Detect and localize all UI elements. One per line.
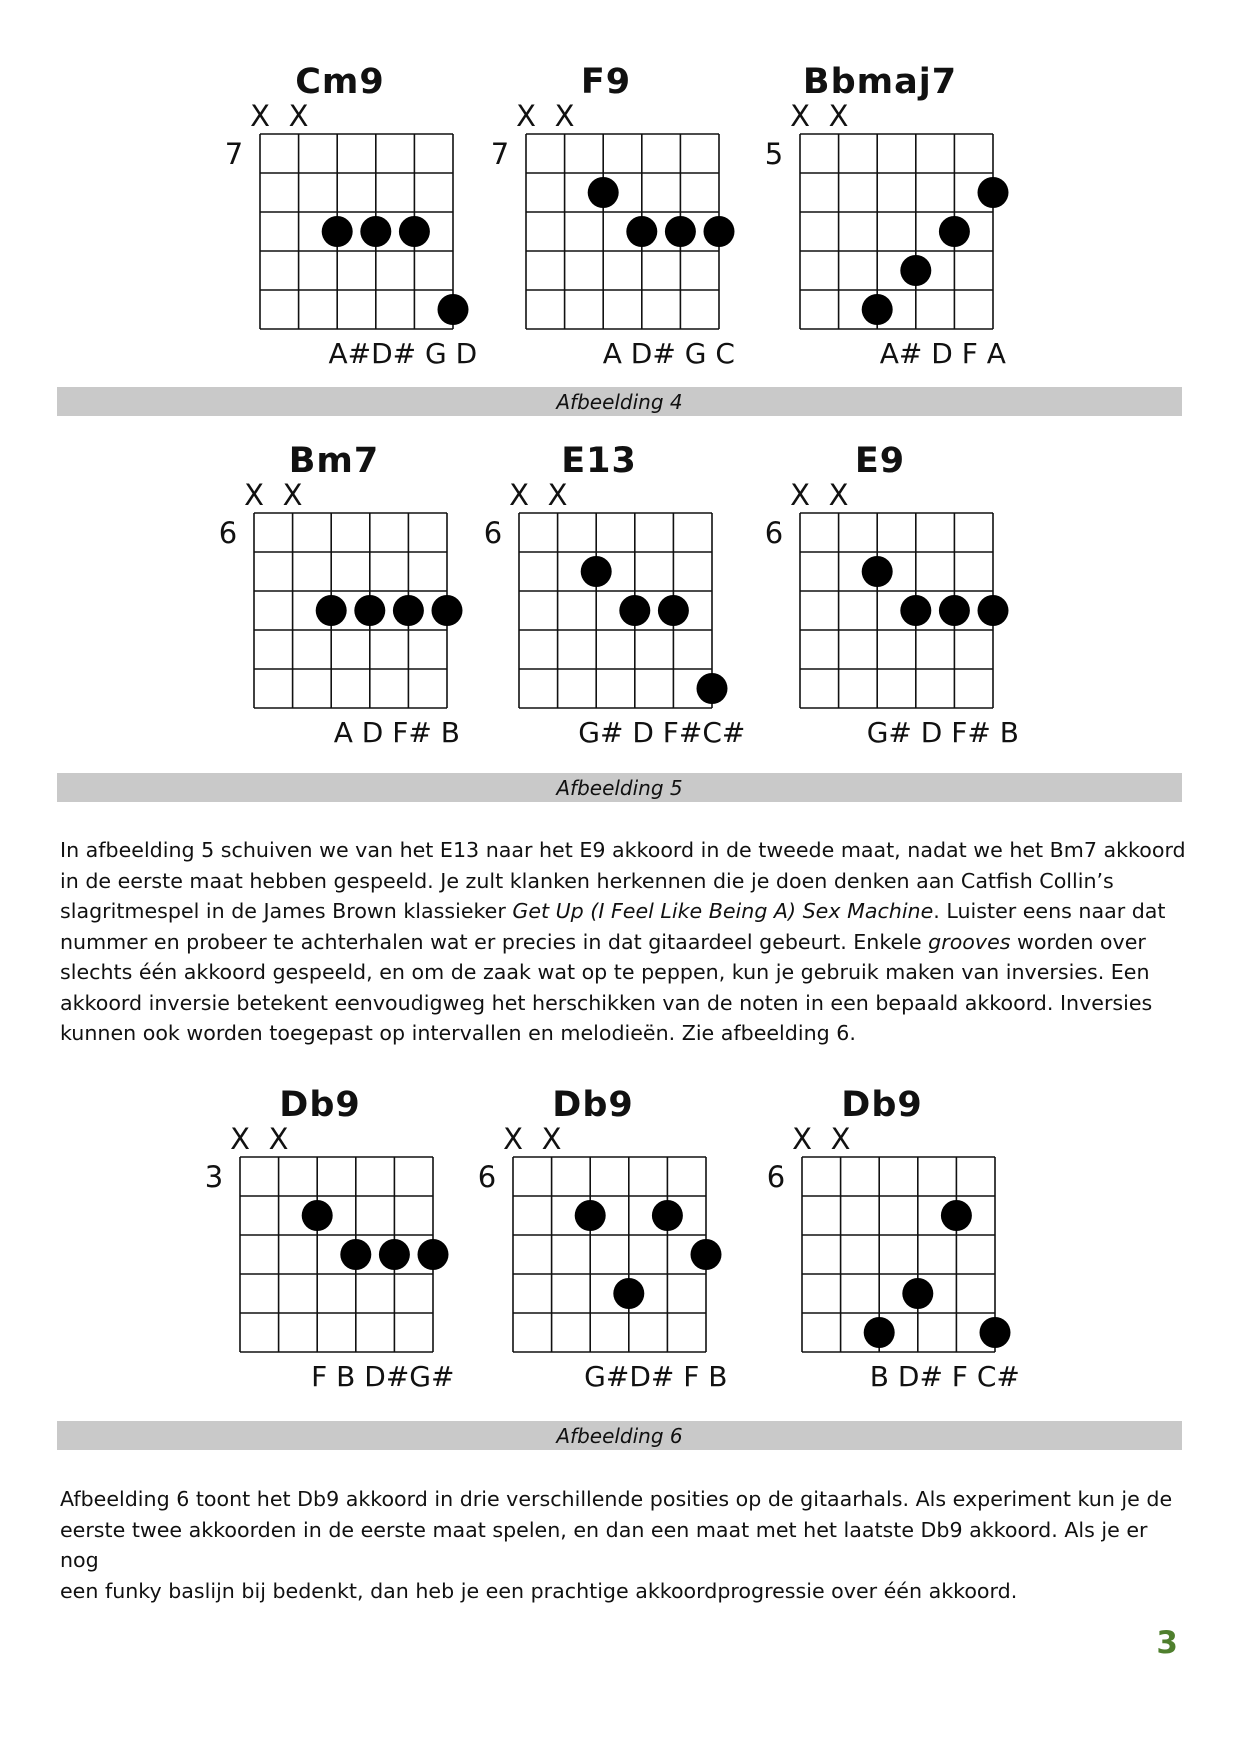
paragraph-line: In afbeelding 5 schuiven we van het E13 naar het E9 akkoord in de tweede maat, nadat we het Bm7 akkoord bbox=[60, 838, 1186, 862]
note-name: F# bbox=[383, 716, 432, 749]
muted-string-marker: X bbox=[509, 478, 529, 512]
chord-name: Bm7 bbox=[288, 441, 380, 481]
muted-string-marker: X bbox=[830, 1122, 851, 1156]
note-name: G# bbox=[578, 716, 624, 749]
body-paragraph bbox=[60, 1484, 1190, 1606]
fret-position-label: 5 bbox=[764, 137, 784, 171]
chord-name: E9 bbox=[854, 441, 906, 481]
note-name: F bbox=[952, 337, 978, 370]
fret-position-label: 3 bbox=[204, 1160, 224, 1194]
chord-name: Db9 bbox=[552, 1085, 634, 1125]
chord-diagram-db9-pos1 bbox=[195, 1085, 455, 1393]
finger-dot bbox=[704, 216, 735, 247]
note-name: D bbox=[623, 716, 654, 749]
page-number: 3 bbox=[1156, 1625, 1178, 1661]
paragraph-line: slagritmespel in de James Brown klassieker bbox=[60, 899, 513, 923]
muted-string-marker: X bbox=[503, 1122, 523, 1156]
figure-caption bbox=[57, 387, 1182, 416]
note-name: F bbox=[674, 1360, 700, 1393]
chord-name: Bbmaj7 bbox=[802, 62, 958, 102]
paragraph-text: worden over bbox=[1010, 929, 1146, 954]
note-name: D bbox=[446, 337, 478, 370]
finger-dot bbox=[322, 216, 353, 247]
fretboard bbox=[757, 1085, 1020, 1393]
note-name: B bbox=[431, 716, 460, 749]
note-name: G# bbox=[866, 716, 912, 749]
note-names bbox=[870, 1360, 1020, 1393]
note-name: F bbox=[311, 1360, 328, 1393]
finger-dot bbox=[980, 1317, 1011, 1348]
finger-dot bbox=[902, 1278, 933, 1309]
fret-position-label: 6 bbox=[218, 516, 238, 550]
finger-dot bbox=[399, 216, 430, 247]
fretboard bbox=[215, 62, 478, 370]
note-name: B bbox=[990, 716, 1019, 749]
finger-dot bbox=[581, 556, 612, 587]
finger-dot bbox=[340, 1239, 371, 1270]
muted-string-marker: X bbox=[790, 99, 810, 133]
finger-dot bbox=[619, 595, 650, 626]
chord-name: Db9 bbox=[841, 1085, 923, 1125]
note-name: C bbox=[706, 337, 735, 370]
figure-caption bbox=[57, 773, 1182, 802]
finger-dot bbox=[432, 595, 463, 626]
note-names bbox=[311, 1360, 454, 1393]
note-name: A bbox=[977, 337, 1006, 370]
finger-dot bbox=[665, 216, 696, 247]
muted-string-marker: X bbox=[828, 99, 849, 133]
fretboard bbox=[474, 441, 746, 749]
song-title: Get Up (I Feel Like Being A) Sex Machine bbox=[512, 899, 934, 923]
finger-dot bbox=[652, 1200, 683, 1231]
paragraph-line: eerste twee akkoorden in de eerste maat spelen, en dan een maat met het laatste Db9 akkoord. Als je er nog bbox=[60, 1517, 1148, 1572]
chord-diagram-db9-pos2 bbox=[468, 1085, 728, 1393]
muted-string-marker: X bbox=[790, 478, 810, 512]
note-names bbox=[578, 716, 745, 749]
muted-string-marker: X bbox=[268, 1122, 289, 1156]
paragraph-text: . Luister eens naar dat bbox=[933, 899, 1166, 923]
note-name: F bbox=[942, 1360, 968, 1393]
fretboard bbox=[755, 62, 1006, 370]
note-name: A#D# bbox=[328, 337, 417, 370]
muted-string-marker: X bbox=[541, 1122, 562, 1156]
chord-diagram-db9-pos3 bbox=[757, 1085, 1020, 1393]
finger-dot bbox=[978, 595, 1009, 626]
chord-diagram-bm7 bbox=[209, 441, 460, 749]
muted-string-marker: X bbox=[288, 99, 309, 133]
finger-dot bbox=[575, 1200, 606, 1231]
note-names bbox=[334, 716, 460, 749]
fret-position-label: 7 bbox=[490, 137, 510, 171]
fret-position-label: 6 bbox=[766, 1160, 786, 1194]
note-name: D# bbox=[888, 1360, 943, 1393]
fretboard bbox=[195, 1085, 455, 1393]
fret-position-label: 6 bbox=[764, 516, 784, 550]
finger-dot bbox=[626, 216, 657, 247]
finger-dot bbox=[978, 177, 1009, 208]
fretboard bbox=[468, 1085, 728, 1393]
chord-diagram-cm9 bbox=[215, 62, 478, 370]
note-names bbox=[880, 337, 1006, 370]
finger-dot bbox=[658, 595, 689, 626]
muted-string-marker: X bbox=[516, 99, 536, 133]
note-name: F#C# bbox=[653, 716, 746, 749]
fret-position-label: 6 bbox=[483, 516, 503, 550]
note-name: G bbox=[416, 337, 447, 370]
chord-diagram-f9 bbox=[481, 62, 735, 370]
finger-dot bbox=[379, 1239, 410, 1270]
fretboard bbox=[209, 441, 460, 749]
note-name: D#G# bbox=[355, 1360, 455, 1393]
paragraph-line: Afbeelding 6 toont het Db9 akkoord in drie verschillende posities op de gitaarhals. Als experiment kun je de bbox=[60, 1487, 1173, 1511]
finger-dot bbox=[588, 177, 619, 208]
paragraph-line: slechts één akkoord gespeeld, en om de zaak wat op te peppen, kun je gebruik maken van inversies. Een bbox=[60, 960, 1150, 984]
finger-dot bbox=[613, 1278, 644, 1309]
finger-dot bbox=[418, 1239, 449, 1270]
note-name: G bbox=[675, 337, 707, 370]
muted-string-marker: X bbox=[792, 1122, 812, 1156]
chord-name: F9 bbox=[580, 62, 632, 102]
finger-dot bbox=[862, 294, 893, 325]
note-name: D# bbox=[621, 337, 676, 370]
finger-dot bbox=[941, 1200, 972, 1231]
chord-diagram-e13 bbox=[474, 441, 746, 749]
fretboard bbox=[755, 441, 1019, 749]
finger-dot bbox=[939, 216, 970, 247]
finger-dot bbox=[697, 673, 728, 704]
caption-text: Afbeelding 4 bbox=[556, 389, 683, 414]
note-name: B bbox=[699, 1360, 728, 1393]
note-name: C# bbox=[967, 1360, 1020, 1393]
paragraph-line: in de eerste maat hebben gespeeld. Je zult klanken herkennen die je doen denken aan Catfish Collin’s bbox=[60, 868, 1114, 893]
note-name: D bbox=[922, 337, 953, 370]
chord-name: Cm9 bbox=[295, 62, 385, 102]
finger-dot bbox=[393, 595, 424, 626]
finger-dot bbox=[438, 294, 469, 325]
note-name: D bbox=[911, 716, 943, 749]
paragraph-line: een funky baslijn bij bedenkt, dan heb je een prachtige akkoordprogressie over één akkoord. bbox=[60, 1578, 1018, 1603]
muted-string-marker: X bbox=[547, 478, 568, 512]
finger-dot bbox=[360, 216, 391, 247]
muted-string-marker: X bbox=[554, 99, 575, 133]
muted-string-marker: X bbox=[282, 478, 303, 512]
note-names bbox=[328, 337, 477, 370]
note-name: D bbox=[352, 716, 384, 749]
finger-dot bbox=[900, 595, 931, 626]
note-name: F# bbox=[942, 716, 991, 749]
note-names bbox=[603, 337, 735, 370]
muted-string-marker: X bbox=[230, 1122, 250, 1156]
muted-string-marker: X bbox=[244, 478, 264, 512]
finger-dot bbox=[691, 1239, 722, 1270]
caption-text: Afbeelding 5 bbox=[556, 775, 683, 800]
body-paragraph bbox=[60, 835, 1190, 1049]
finger-dot bbox=[354, 595, 385, 626]
muted-string-marker: X bbox=[250, 99, 270, 133]
emphasis: grooves bbox=[928, 929, 1011, 954]
finger-dot bbox=[862, 556, 893, 587]
fretboard bbox=[481, 62, 735, 370]
caption-text: Afbeelding 6 bbox=[556, 1423, 683, 1448]
chord-diagram-e9 bbox=[755, 441, 1019, 749]
finger-dot bbox=[939, 595, 970, 626]
fret-position-label: 6 bbox=[477, 1160, 497, 1194]
finger-dot bbox=[302, 1200, 333, 1231]
note-names bbox=[867, 716, 1019, 749]
note-name: A bbox=[333, 716, 353, 749]
note-name: A bbox=[602, 337, 622, 370]
note-names bbox=[584, 1360, 727, 1393]
paragraph-line: akkoord inversie betekent eenvoudigweg het herschikken van de noten in een bepaald akkoord. Inversies bbox=[60, 990, 1153, 1015]
note-name: A# bbox=[879, 337, 923, 370]
paragraph-line: kunnen ook worden toegepast op intervallen en melodieën. Zie afbeelding 6. bbox=[60, 1021, 856, 1045]
figure-caption bbox=[57, 1421, 1182, 1450]
paragraph-line: nummer en probeer te achterhalen wat er precies in dat gitaardeel gebeurt. Enkele bbox=[60, 929, 929, 954]
muted-string-marker: X bbox=[828, 478, 849, 512]
chord-diagram-bbmaj7 bbox=[755, 62, 1006, 370]
fret-position-label: 7 bbox=[224, 137, 244, 171]
note-name: B bbox=[327, 1360, 356, 1393]
note-name: B bbox=[869, 1360, 889, 1393]
chord-name: E13 bbox=[561, 441, 637, 481]
finger-dot bbox=[900, 255, 931, 286]
finger-dot bbox=[316, 595, 347, 626]
finger-dot bbox=[864, 1317, 895, 1348]
chord-name: Db9 bbox=[279, 1085, 361, 1125]
note-name: G#D# bbox=[584, 1360, 675, 1393]
